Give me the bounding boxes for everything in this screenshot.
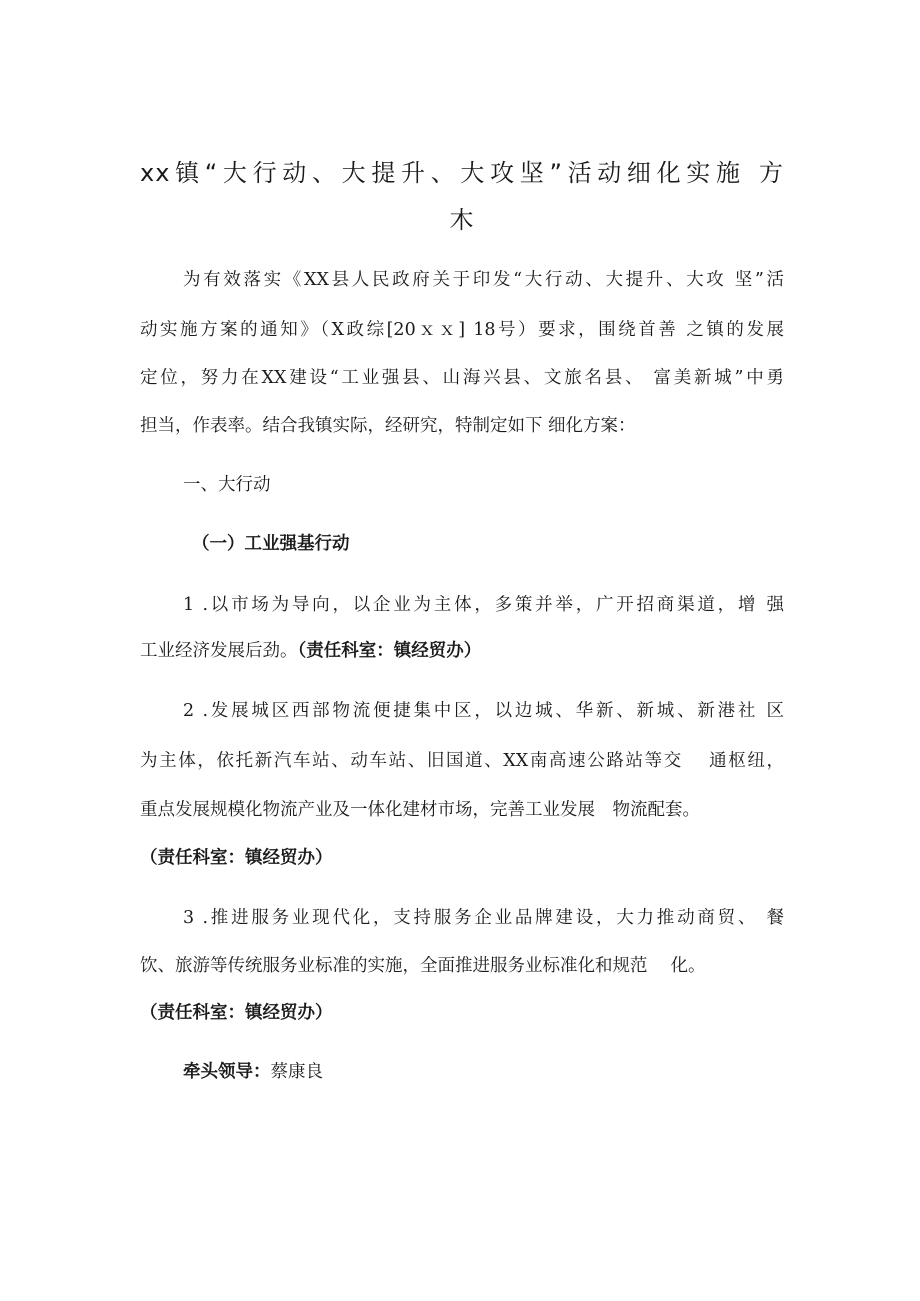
item3-responsibility: （责任科室：镇经贸办） xyxy=(140,1003,333,1023)
intro-line-3: 定位，努力在XX建设“工业强县、山海兴县、文旅名县、 富美新城”中勇 xyxy=(140,368,784,388)
leader-name: 蔡康良 xyxy=(270,1062,323,1082)
subsection-heading: （一）工业强基行动 xyxy=(192,534,350,554)
intro-line-4: 担当，作表率。结合我镇实际，经研究，特制定如下 细化方案： xyxy=(140,416,636,436)
item2-line3: 重点发展规模化物流产业及一体化建材市场，完善工业发展 物流配套。 xyxy=(140,800,700,820)
item3-line2: 饮、旅游等传统服务业标准的实施，全面推进服务业标准化和规范 化。 xyxy=(140,956,706,976)
item2-responsibility: （责任科室：镇经贸办） xyxy=(140,848,333,868)
intro-line-2: 动实施方案的通知》（X政综[20ｘｘ] 18号）要求，围绕首善 之镇的发展 xyxy=(140,320,784,340)
item1-responsibility: （责任科室：镇经贸办） xyxy=(297,641,482,661)
intro-line-1: 为有效落实《XX县人民政府关于印发“大行动、大提升、大攻 坚”活 xyxy=(183,270,784,290)
document-title-line2: 木 xyxy=(449,206,475,234)
item1-line1: 1 .以市场为导向，以企业为主体，多策并举，广开招商渠道，增 强 xyxy=(183,595,784,615)
leader-label: 牵头领导： xyxy=(183,1062,271,1082)
leader-line xyxy=(183,1058,827,1083)
section-heading: 一、大行动 xyxy=(183,475,271,495)
item1-line2 xyxy=(140,637,784,662)
item2-line2: 为主体，依托新汽车站、动车站、旧国道、XX南高速公路站等交 通枢纽， xyxy=(140,751,784,771)
document-title-line1: xx镇“大行动、大提升、大攻坚”活动细化实施 方 xyxy=(140,159,784,187)
item1-text: 工业经济发展后劲。 xyxy=(140,641,298,661)
item3-line1: 3 .推进服务业现代化，支持服务企业品牌建设，大力推动商贸、 餐 xyxy=(183,908,784,928)
item2-line1: 2 .发展城区西部物流便捷集中区，以边城、华新、新城、新港社 区 xyxy=(183,701,784,721)
